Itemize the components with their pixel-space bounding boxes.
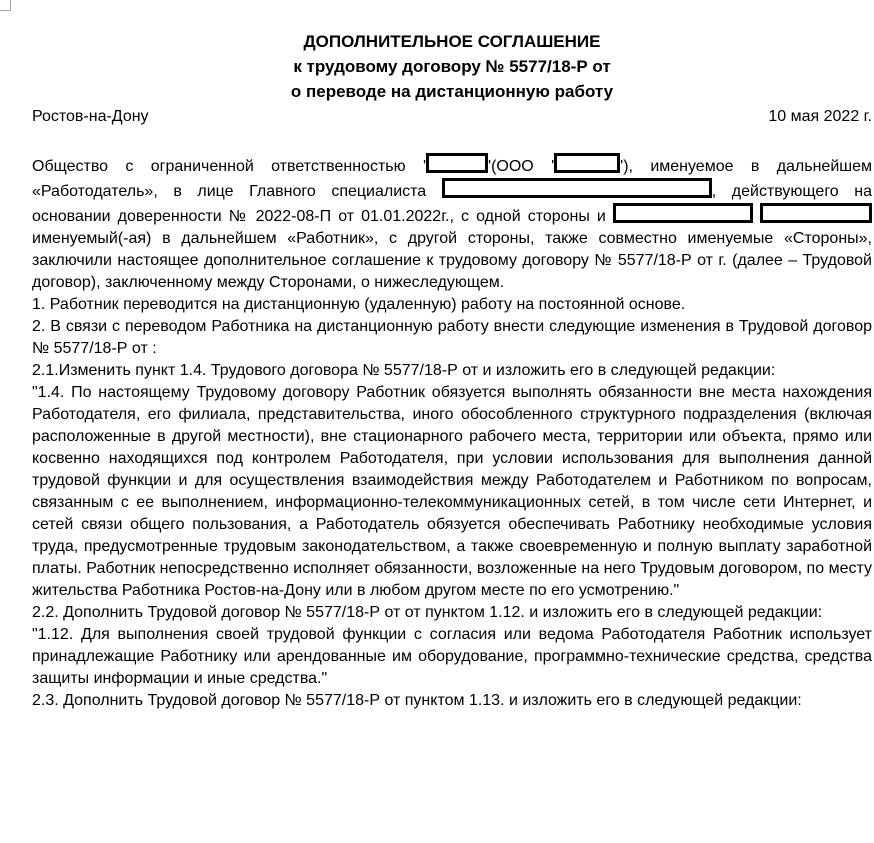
paragraph-2-1: 2.1.Изменить пункт 1.4. Трудового договора № 5577/18-Р от и изложить его в следующей редакции: [32, 362, 776, 379]
paragraph-1: 1. Работник переводится на дистанционную (удаленную) работу на постоянной основе. [32, 296, 686, 313]
date: 10 мая 2022 г. [768, 108, 872, 125]
intro-text-1: Общество с ограниченной ответственностью ' [32, 158, 427, 175]
paragraph-2: 2. В связи с переводом Работника на дистанционную работу внести следующие изменения в Трудовой договор № 5577/18-Р от : [32, 318, 872, 357]
quoted-clause-1-12: "1.12. Для выполнения своей трудовой функции с согласия или ведома Работодателя Работник использует принадлежащие Работнику или арендованные им оборудование, программно-технические средства, средства защиты информации и иные средства." [32, 626, 872, 687]
page-corner-mark [0, 0, 11, 11]
city: Ростов-на-Дону [32, 108, 149, 125]
intro-text-2: '(ООО ' [488, 158, 555, 175]
quoted-clause-1-4: "1.4. По настоящему Трудовому договору Работник обязуется выполнять обязанности вне места нахождения Работодателя, его филиала, представительства, иного обособленного структурного подразделения (включая расположенные в другой местности), вне стационарного рабочего места, территории или объекта, прямо или косвенно находящихся под контролем Работодателя, при условии использования для выполнения данной трудовой функции и для осуществления взаимодействия между Работодателем и Работником по вопросам, связанным с ее выполнением, информационно-телекоммуникационных сетей, в том числе сети Интернет, и сетей связи общего пользования, а Работодатель обязуется обеспечивать Работнику необходимые условия труда, предусмотренные трудовым законодательством, а также своевременную и полную выплату заработной платы. Работник непосредственно исполняет обязанности, возложенные на него Трудовым договором, по месту жительства Работника Ростов-на-Дону или в любом другом месте по его усмотрению." [32, 384, 872, 599]
paragraph-2-2: 2.2. Дополнить Трудовой договор № 5577/18-Р от от пунктом 1.12. и изложить его в следующей редакции: [32, 604, 823, 621]
redacted-company-name [426, 153, 488, 173]
intro-text-5: именуемый(-ая) в дальнейшем «Работник», с другой стороны, также совместно именуемые «Стороны», заключили настоящее дополнительное соглашение к трудовому договору № 5577/18-Р от г. (далее – Трудовой договор), заключенному между Сторонами, о нижеследующем. [32, 230, 872, 291]
intro-paragraph [32, 153, 872, 294]
paragraph-2-3: 2.3. Дополнить Трудовой договор № 5577/18-Р от пунктом 1.13. и изложить его в следующей редакции: [32, 692, 802, 709]
intro-text-3: '), именуемое в дальнейшем «Работодатель», в лице Главного специалиста [32, 158, 872, 200]
document-page [32, 29, 872, 712]
document-title [32, 29, 872, 104]
intro-text-4: , действующего на основании доверенности № 2022-08-П от 01.01.2022г., с одной стороны и [32, 183, 872, 225]
place-date-line [32, 106, 872, 128]
title-line-1: ДОПОЛНИТЕЛЬНОЕ СОГЛАШЕНИЕ [303, 32, 601, 51]
redacted-employee-name-2 [760, 203, 872, 223]
title-line-3: о переводе на дистанционную работу [290, 82, 614, 101]
title-line-2: к трудовому договору № 5577/18-Р от [293, 57, 611, 76]
redacted-employee-name-1 [613, 203, 753, 223]
redacted-company-short-name [554, 153, 620, 173]
redacted-specialist-name [442, 178, 712, 198]
